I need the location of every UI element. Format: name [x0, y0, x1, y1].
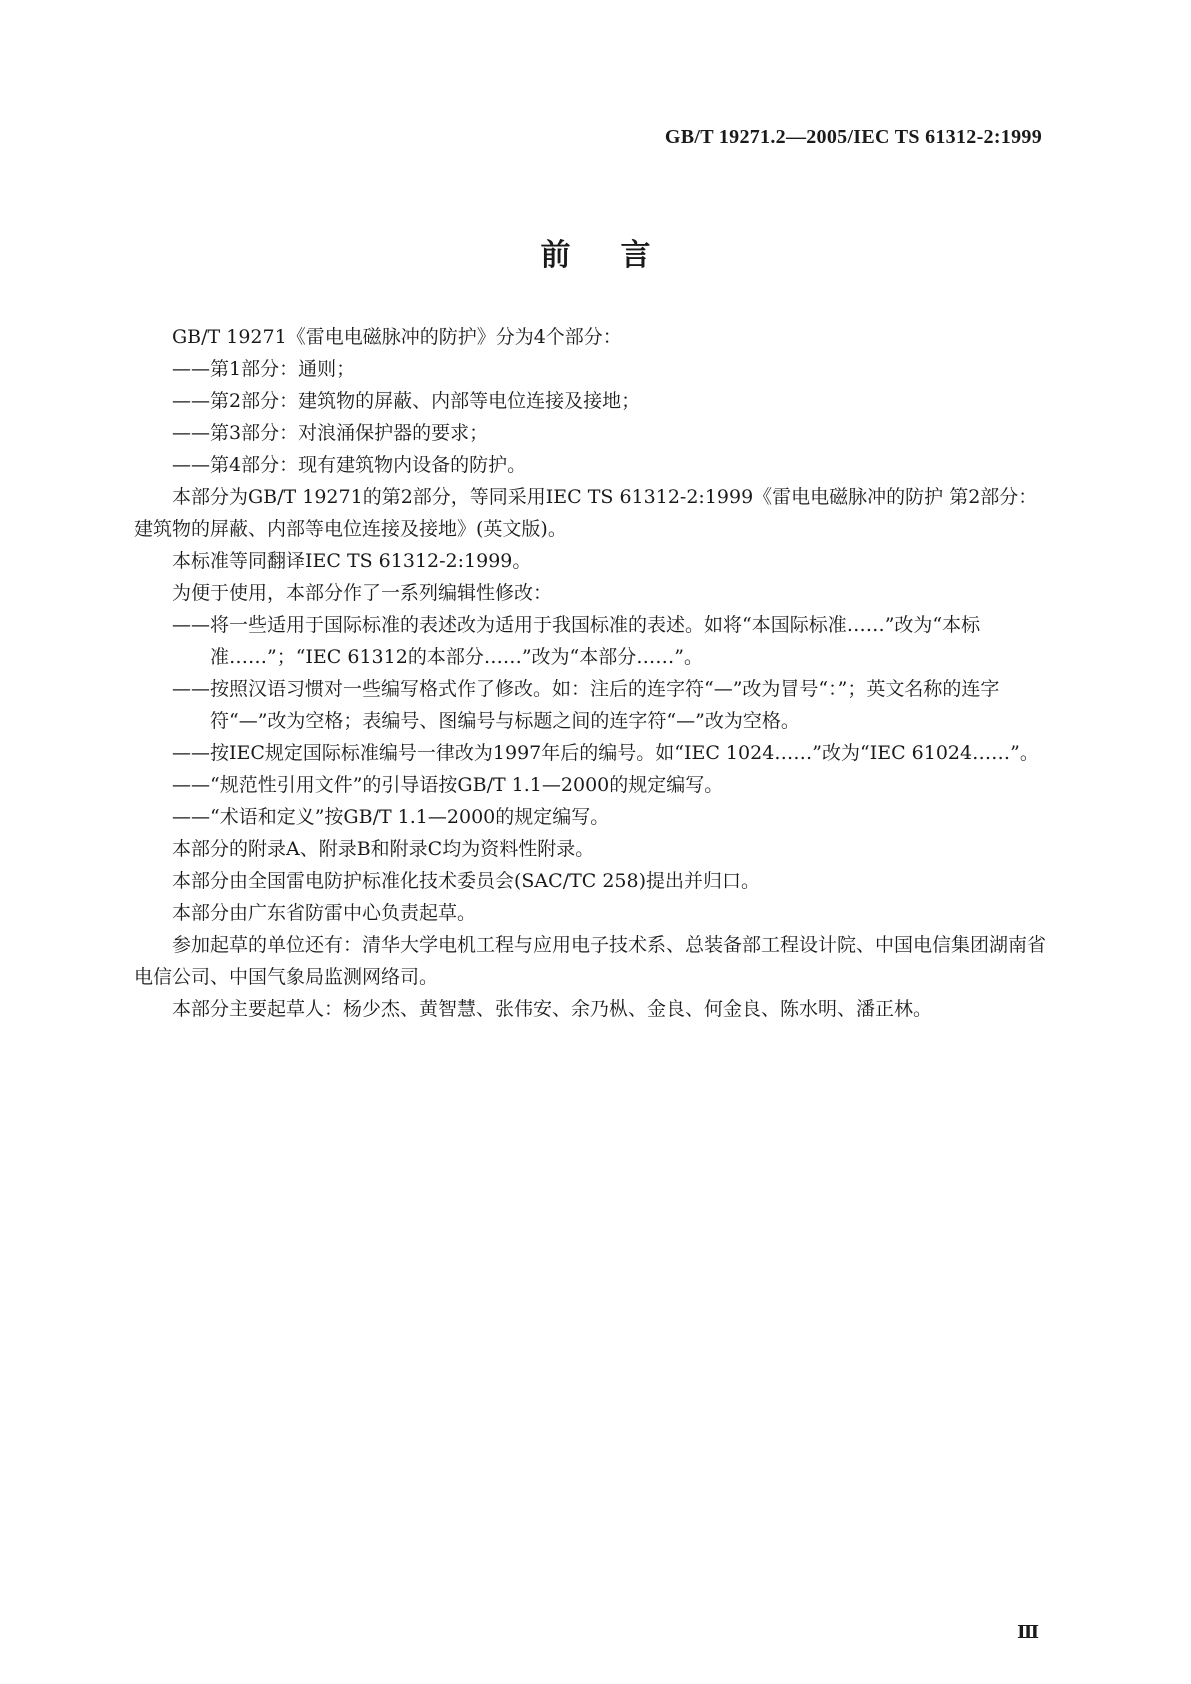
paragraph: 本部分由广东省防雷中心负责起草。	[172, 902, 477, 924]
paragraph: 本部分主要起草人：杨少杰、黄智慧、张伟安、余乃枞、金良、何金良、陈水明、潘正林。	[172, 998, 933, 1020]
paragraph: GB/T 19271《雷电电磁脉冲的防护》分为4个部分：	[172, 326, 622, 348]
paragraph: 本部分的附录A、附录B和附录C均为资料性附录。	[172, 838, 595, 860]
dash-item: ——按IEC规定国际标准编号一律改为1997年后的编号。如“IEC 1024……”改为“IEC 61024……”。	[172, 742, 1039, 764]
dash-item: ——按照汉语习惯对一些编写格式作了修改。如：注后的连字符“—”改为冒号“：”；英文名称的连字符“—”改为空格；表编号、图编号与标题之间的连字符“—”改为空格。	[172, 678, 1000, 732]
paragraph: 参加起草的单位还有：清华大学电机工程与应用电子技术系、总装备部工程设计院、中国电信集团湖南省电信公司、中国气象局监测网络司。	[134, 934, 1047, 988]
paragraph: 本标准等同翻译IEC TS 61312-2:1999。	[172, 550, 532, 572]
page-number: Ⅲ	[1017, 1622, 1039, 1642]
paragraph: 本部分由全国雷电防护标准化技术委员会(SAC/TC 258)提出并归口。	[172, 870, 761, 892]
dash-item: ——“术语和定义”按GB/T 1.1—2000的规定编写。	[172, 806, 610, 828]
dash-item: ——第4部分：现有建筑物内设备的防护。	[172, 454, 527, 476]
paragraph: 为便于使用，本部分作了一系列编辑性修改：	[172, 582, 553, 604]
paragraph: 本部分为GB/T 19271的第2部分，等同采用IEC TS 61312-2:1999《雷电电磁脉冲的防护 第2部分：建筑物的屏蔽、内部等电位连接及接地》(英文版)。	[134, 486, 1038, 540]
foreword-body	[134, 321, 1056, 1025]
dash-item: ——将一些适用于国际标准的表述改为适用于我国标准的表述。如将“本国际标准……”改为“本标准……”；“IEC 61312的本部分……”改为“本部分……”。	[172, 614, 981, 668]
page-title: 前言	[540, 238, 701, 273]
dash-item: ——“规范性引用文件”的引导语按GB/T 1.1—2000的规定编写。	[172, 774, 724, 796]
dash-item: ——第1部分：通则；	[172, 358, 356, 380]
standard-code: GB/T 19271.2—2005/IEC TS 61312-2:1999	[664, 126, 1042, 148]
dash-item: ——第2部分：建筑物的屏蔽、内部等电位连接及接地；	[172, 390, 641, 412]
dash-item: ——第3部分：对浪涌保护器的要求；	[172, 422, 489, 444]
